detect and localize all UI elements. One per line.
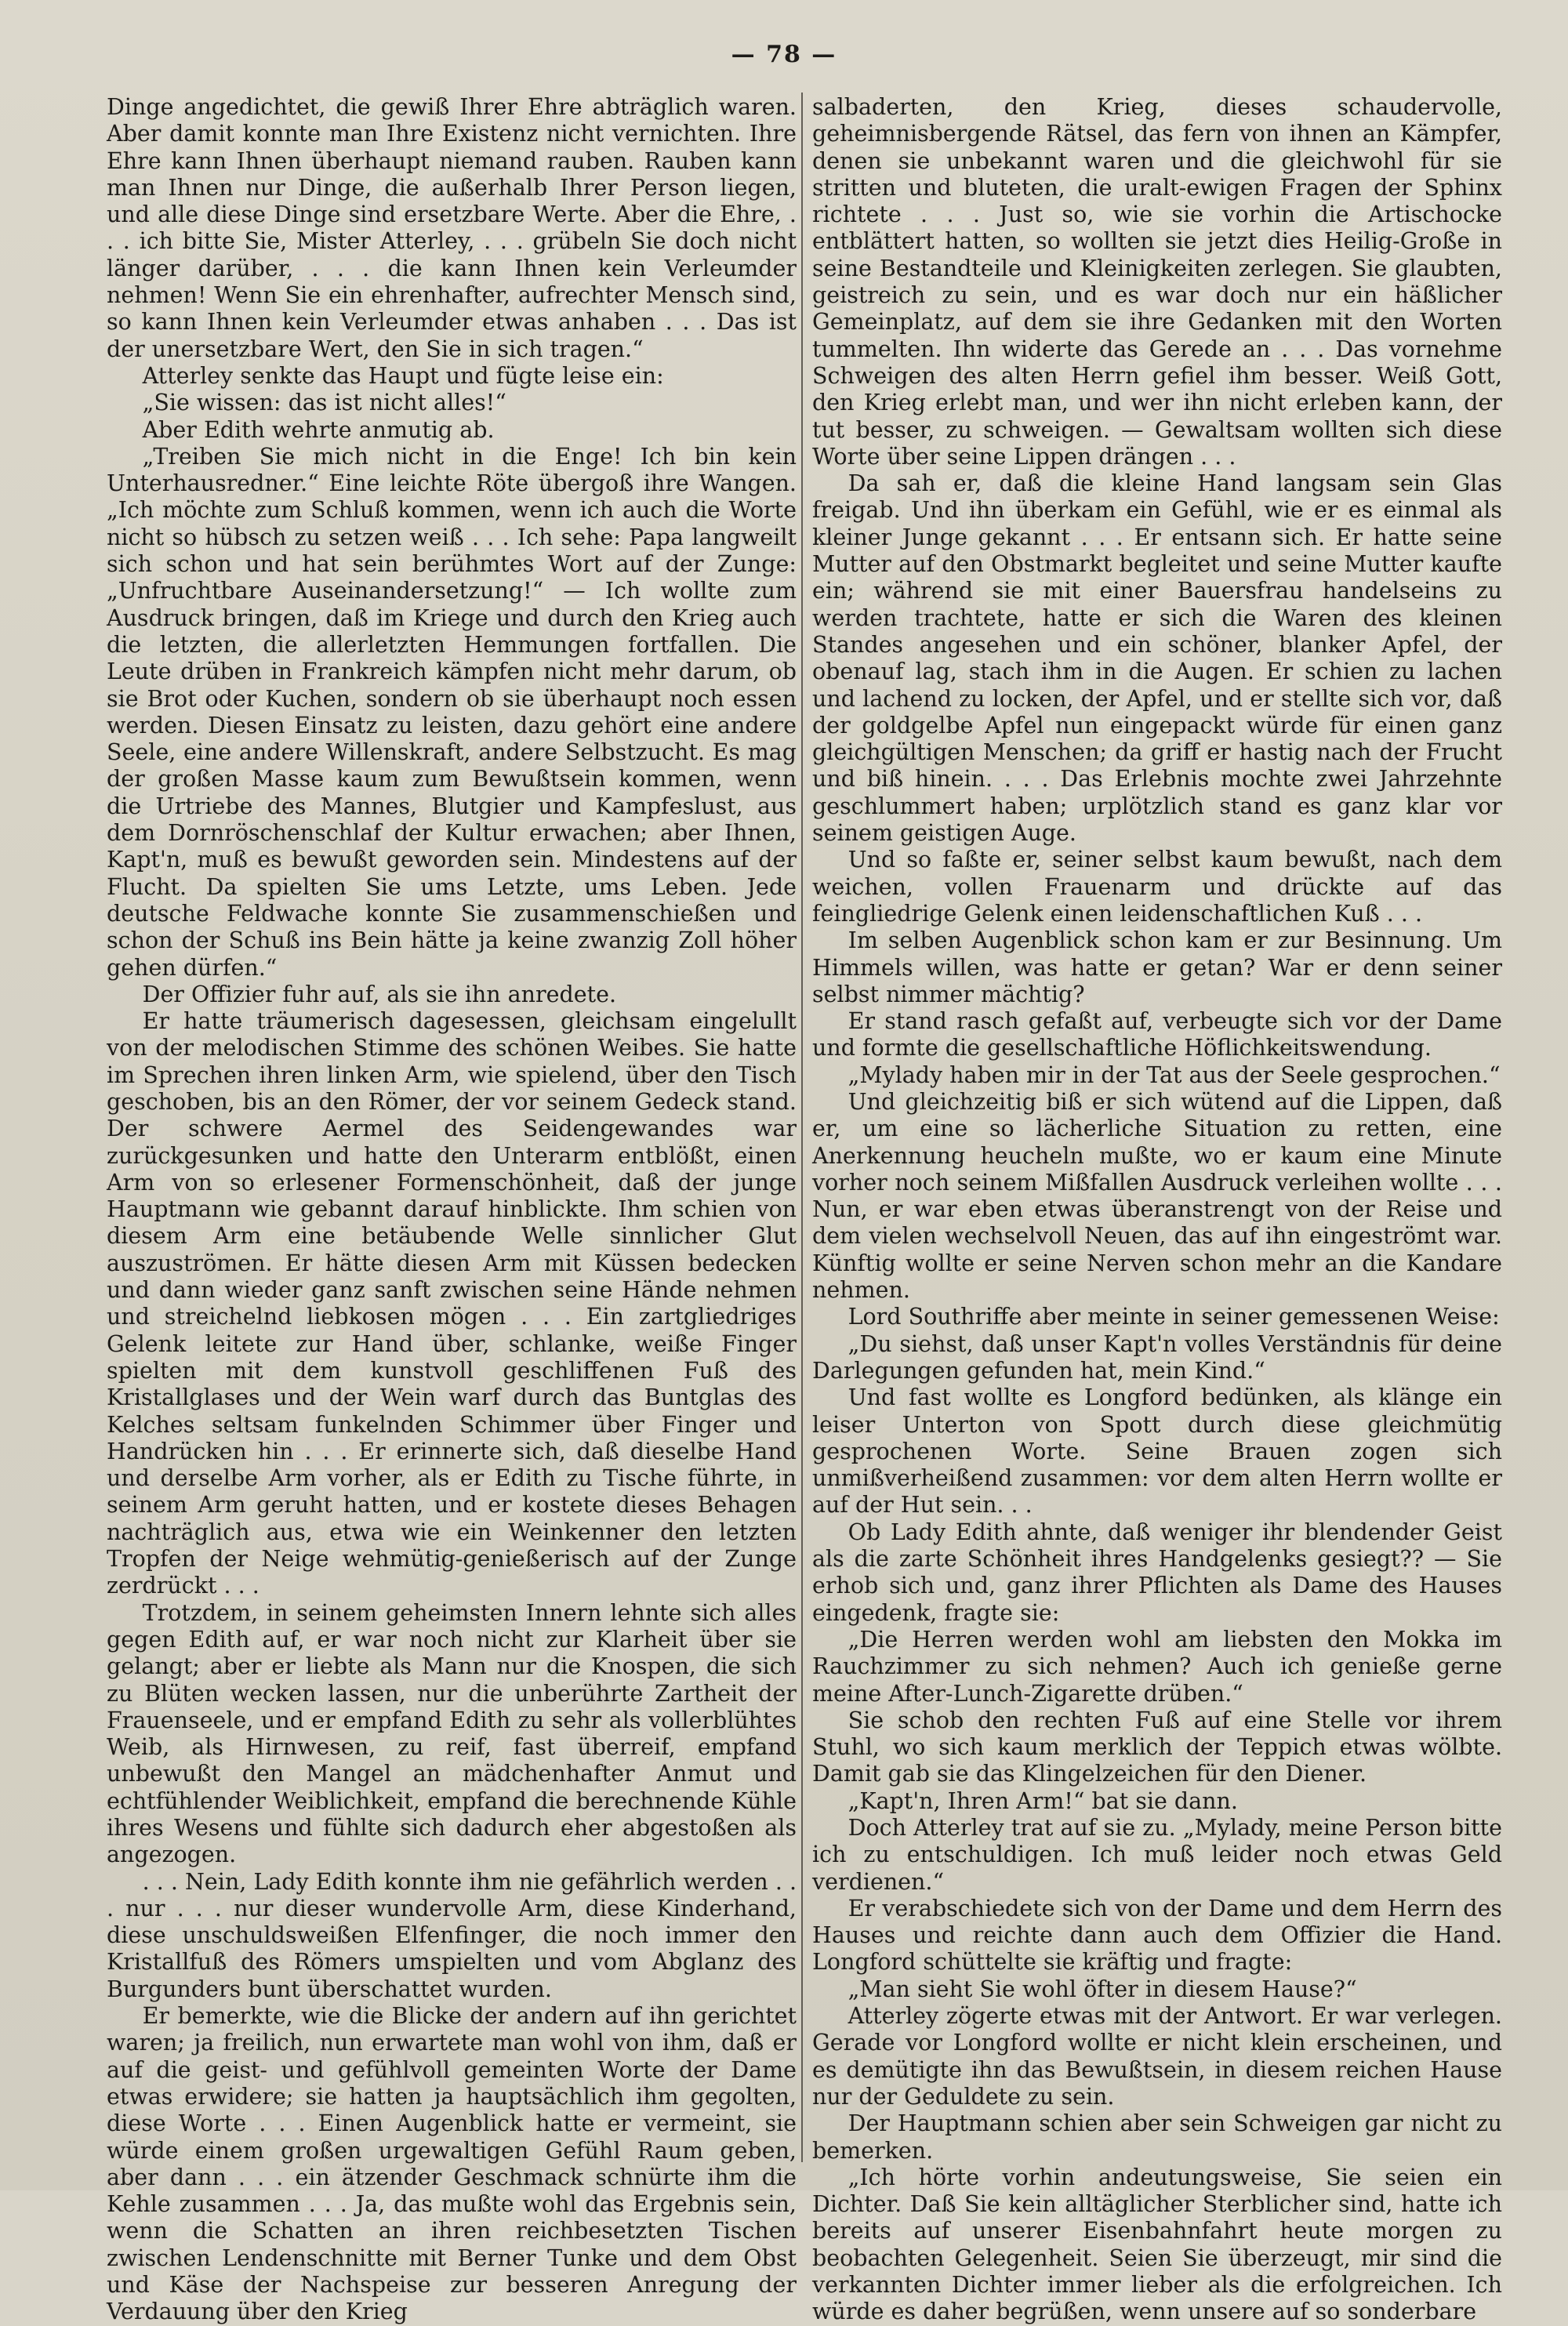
paragraph: „Sie wissen: das ist nicht alles!“ (142, 390, 506, 416)
paragraph: Er stand rasch gefaßt auf, verbeugte sich vor der Dame und formte die gesellschaftliche Höflichkeitswendung. (812, 1008, 1502, 1061)
paragraph: Doch Atterley trat auf sie zu. „Mylady, meine Person bitte ich zu entschuldigen. Ich muß leider noch etwas Geld verdienen.“ (812, 1815, 1502, 1895)
paragraph: Dinge angedichtet, die gewiß Ihrer Ehre abträglich waren. Aber damit konnte man Ihre Existenz nicht vernichten. Ihre Ehre kann Ihnen überhaupt niemand rauben. Rauben kann man Ihnen nur Dinge, die außerhalb Ihrer Person liegen, und alle diese Dinge sind ersetzbare Werte. Aber die Ehre, . . . ich bitte Sie, Mister Atterley, . . . grübeln Sie doch nicht länger darüber, . . . die kann Ihnen kein Verleumder nehmen! Wenn Sie ein ehrenhafter, aufrechter Mensch sind, so kann Ihnen kein Verleumder etwas anhaben . . . Das ist der unersetzbare Wert, den Sie in sich tragen.“ (107, 94, 797, 362)
paragraph: Und gleichzeitig biß er sich wütend auf die Lippen, daß er, um eine so lächerliche Situation zu retten, eine Anerkennung heucheln mußte, wo er kaum eine Minute vorher noch seinem Mißfallen Ausdruck verleihen wollte . . . Nun, er war eben etwas überanstrengt von der Reise und dem vielen wechselvoll Neuen, das auf ihn eingeströmt war. Künftig wollte er seine Nerven schon mehr an die Kandare nehmen. (812, 1088, 1502, 1304)
left-column (107, 94, 797, 2325)
paragraph: Lord Southriffe aber meinte in seiner gemessenen Weise: (848, 1304, 1500, 1330)
paragraph: Der Offizier fuhr auf, als sie ihn anredete. (142, 981, 617, 1007)
paragraph: „Treiben Sie mich nicht in die Enge! Ich bin kein Unterhausredner.“ Eine leichte Röte übergoß ihre Wangen. „Ich möchte zum Schluß kommen, wenn ich auch die Worte nicht so hübsch zu setzen weiß . . . Ich sehe: Papa langweilt sich schon und hat sein berühmtes Wort auf der Zunge: „Unfruchtbare Auseinandersetzung!“ — Ich wollte zum Ausdruck bringen, daß im Kriege und durch den Krieg auch die letzten, die allerletzten Hemmungen fortfallen. Die Leute drüben in Frankreich kämpfen nicht mehr darum, ob sie Brot oder Kuchen, sondern ob sie überhaupt noch essen werden. Diesen Einsatz zu leisten, dazu gehört eine andere Seele, eine andere Willenskraft, andere Selbstzucht. Es mag der großen Masse kaum zum Bewußtsein kommen, wenn die Urtriebe des Mannes, Blutgier und Kampfeslust, aus dem Dornröschenschlaf der Kultur erwachen; aber Ihnen, Kapt'n, muß es bewußt geworden sein. Mindestens auf der Flucht. Da spielten Sie ums Letzte, ums Leben. Jede deutsche Feldwache konnte Sie zusammenschießen und schon der Schuß ins Bein hätte ja keine zwanzig Zoll höher gehen dürfen.“ (107, 443, 797, 981)
paragraph: Atterley senkte das Haupt und fügte leise ein: (142, 362, 664, 389)
paragraph: Atterley zögerte etwas mit der Antwort. Er war verlegen. Gerade vor Longford wollte er nicht klein erscheinen, und es demütigte ihn das Bewußtsein, in diesem reichen Hause nur der Geduldete zu sein. (812, 2003, 1502, 2110)
paragraph: „Du siehst, daß unser Kapt'n volles Verständnis für deine Darlegungen gefunden hat, mein Kind.“ (812, 1330, 1502, 1384)
paragraph: Aber Edith wehrte anmutig ab. (142, 416, 495, 443)
paragraph: Und fast wollte es Longford bedünken, als klänge ein leiser Unterton von Spott durch diese gleichmütig gesprochenen Worte. Seine Brauen zogen sich unmißverheißend zusammen: vor dem alten Herrn wollte er auf der Hut sein. . . (812, 1384, 1502, 1519)
paragraph: Ob Lady Edith ahnte, daß weniger ihr blendender Geist als die zarte Schönheit ihres Handgelenks gesiegt?? — Sie erhob sich und, ganz ihrer Pflichten als Dame des Hauses eingedenk, fragte sie: (812, 1519, 1502, 1626)
paragraph: „Die Herren werden wohl am liebsten den Mokka im Rauchzimmer zu sich nehmen? Auch ich genieße gerne meine After-Lunch-Zigarette drüben.“ (812, 1626, 1502, 1707)
paragraph: „Man sieht Sie wohl öfter in diesem Hause?“ (848, 1976, 1357, 2002)
paragraph: Sie schob den rechten Fuß auf eine Stelle vor ihrem Stuhl, wo sich kaum merklich der Teppich etwas wölbte. Damit gab sie das Klingelzeichen für den Diener. (812, 1707, 1502, 1787)
page-number: — 78 — (731, 41, 837, 68)
paragraph: „Ich hörte vorhin andeutungsweise, Sie seien ein Dichter. Daß Sie kein alltäglicher Sterblicher sind, hatte ich bereits auf unserer Eisenbahnfahrt heute morgen zu beobachten Gelegenheit. Seien Sie überzeugt, mir sind die verkannten Dichter immer lieber als die erfolgreichen. Ich würde es daher begrüßen, wenn unsere auf so sonderbare (812, 2164, 1502, 2325)
paragraph: Da sah er, daß die kleine Hand langsam sein Glas freigab. Und ihn überkam ein Gefühl, wie er es einmal als kleiner Junge gekannt . . . Er entsann sich. Er hatte seine Mutter auf den Obstmarkt begleitet und seine Mutter kaufte ein; während sie mit einer Bauersfrau handelseins zu werden trachtete, hatte er sich die Waren des kleinen Standes angesehen und ein schöner, blanker Apfel, der obenauf lag, stach ihm in die Augen. Er schien zu lachen und lachend zu locken, der Apfel, und er stellte sich vor, daß der goldgelbe Apfel nun eingepackt würde für einen ganz gleichgültigen Menschen; da griff er hastig nach der Frucht und biß hinein. . . . Das Erlebnis mochte zwei Jahrzehnte geschlummert haben; urplötzlich stand es ganz klar vor seinem geistigen Auge. (812, 470, 1502, 847)
paragraph: Und so faßte er, seiner selbst kaum bewußt, nach dem weichen, vollen Frauenarm und drückte auf das feingliedrige Gelenk einen leidenschaftlichen Kuß . . . (812, 847, 1502, 927)
paragraph: salbaderten, den Krieg, dieses schaudervolle, geheimnisbergende Rätsel, das fern von ihnen an Kämpfer, denen sie unbekannt waren und die gleichwohl für sie stritten und bluteten, die uralt-ewigen Fragen der Sphinx richtete . . . Just so, wie sie vorhin die Artischocke entblättert hatten, so wollten sie jetzt dies Heilig-Große in seine Bestandteile und Kleinigkeiten zerlegen. Sie glaubten, geistreich zu sein, und es war doch nur ein häßlicher Gemeinplatz, auf dem sie ihre Gedanken mit den Worten tummelten. Ihn widerte das Gerede an . . . Das vornehme Schweigen des alten Herrn gefiel ihm besser. Weiß Gott, den Krieg erlebt man, und wer ihn nicht erleben kann, der tut besser, zu schweigen. — Gewaltsam wollten sich diese Worte über seine Lippen drängen . . . (812, 94, 1502, 470)
paragraph: Trotzdem, in seinem geheimsten Innern lehnte sich alles gegen Edith auf, er war noch nicht zur Klarheit über sie gelangt; aber er liebte als Mann nur die Knospen, die sich zu Blüten wecken lassen, nur die unberührte Zartheit der Frauenseele, und er empfand Edith zu sehr als vollerblühtes Weib, als Hirnwesen, zu reif, fast überreif, empfand unbewußt den Mangel an mädchenhafter Anmut und echtfühlender Weiblichkeit, empfand die berechnende Kühle ihres Wesens und fühlte sich dadurch eher abgestoßen als angezogen. (107, 1599, 797, 1868)
paragraph: Der Hauptmann schien aber sein Schweigen gar nicht zu bemerken. (812, 2110, 1502, 2164)
paragraph: Er bemerkte, wie die Blicke der andern auf ihn gerichtet waren; ja freilich, nun erwartete man wohl von ihm, daß er auf die geist- und gefühlvoll gemeinten Worte der Dame etwas erwidere; sie hatten ja hauptsächlich ihm gegolten, diese Worte . . . Einen Augenblick hatte er vermeint, sie würde einem großen urgewaltigen Gefühl Raum geben, aber dann . . . ein ätzender Geschmack schnürte ihm die Kehle zusammen . . . Ja, das mußte wohl das Ergebnis sein, wenn die Schatten an ihren reichbesetzten Tischen zwischen Lendenschnitte mit Berner Tunke und dem Obst und Käse der Nachspeise zur besseren Anregung der Verdauung über den Krieg (107, 2003, 797, 2325)
paragraph: Er hatte träumerisch dagesessen, gleichsam eingelullt von der melodischen Stimme des schönen Weibes. Sie hatte im Sprechen ihren linken Arm, wie spielend, über den Tisch geschoben, bis an den Römer, der vor seinem Gedeck stand. Der schwere Aermel des Seidengewandes war zurückgesunken und hatte den Unterarm entblößt, einen Arm von so erlesener Formenschönheit, daß der junge Hauptmann wie gebannt darauf hinblickte. Ihm schien von diesem Arm eine betäubende Welle sinnlicher Glut auszuströmen. Er hätte diesen Arm mit Küssen bedecken und dann wieder ganz sanft zwischen seine Hände nehmen und streichelnd liebkosen mögen . . . Ein zartgliedriges Gelenk leitete zur Hand über, schlanke, weiße Finger spielten mit dem kunstvoll geschliffenen Fuß des Kristallglases und der Wein warf durch das Buntglas des Kelches seltsam funkelnden Schimmer über Finger und Handrücken hin . . . Er erinnerte sich, daß dieselbe Hand und derselbe Arm vorher, als er Edith zu Tische führte, in seinem Arm geruht hatten, und er kostete dieses Behagen nachträglich aus, etwa wie ein Weinkenner den letzten Tropfen der Neige wehmütig-genießerisch auf der Zunge zerdrückt . . . (107, 1008, 797, 1599)
paragraph: „Mylady haben mir in der Tat aus der Seele gesprochen.“ (848, 1061, 1501, 1088)
paragraph: „Kapt'n, Ihren Arm!“ bat sie dann. (848, 1787, 1238, 1814)
column-divider (801, 93, 803, 2162)
right-column (812, 94, 1502, 2325)
paragraph: Im selben Augenblick schon kam er zur Besinnung. Um Himmels willen, was hatte er getan? War er denn seiner selbst nimmer mächtig? (812, 927, 1502, 1007)
paragraph: . . . Nein, Lady Edith konnte ihm nie gefährlich werden . . . nur . . . nur dieser wundervolle Arm, diese Kinderhand, diese unschuldsweißen Elfenfinger, die noch immer den Kristallfuß des Römers umspielten und vom Abglanz des Burgunders bunt überschattet wurden. (107, 1868, 797, 2002)
paragraph: Er verabschiedete sich von der Dame und dem Herrn des Hauses und reichte dann auch dem Offizier die Hand. Longford schüttelte sie kräftig und fragte: (812, 1895, 1502, 1976)
